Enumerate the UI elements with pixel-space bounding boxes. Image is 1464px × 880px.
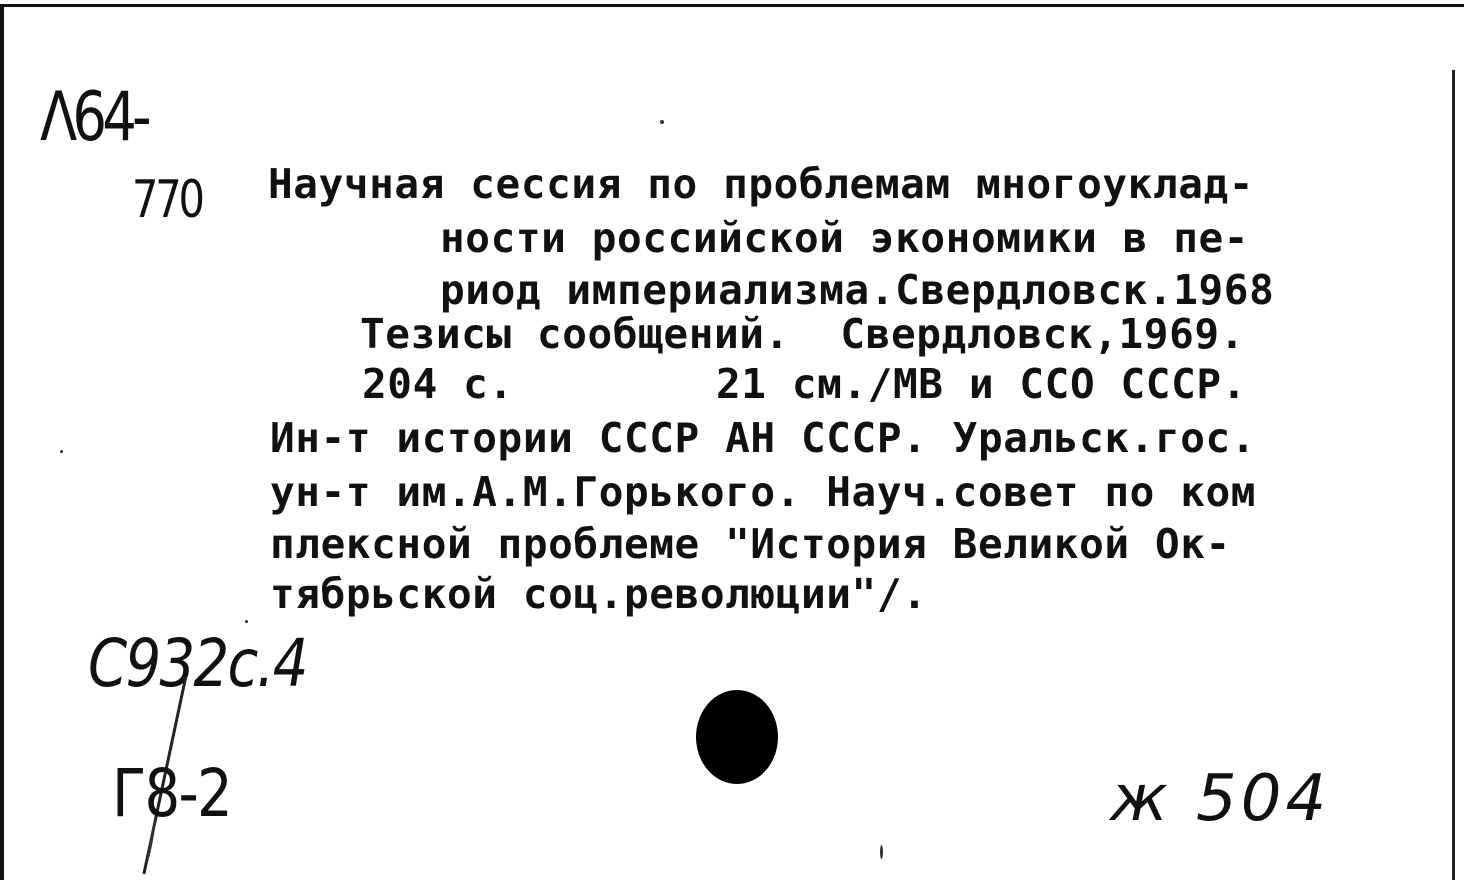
paper-speck	[880, 845, 883, 859]
paper-speck	[60, 450, 63, 453]
card-top-edge	[0, 4, 1464, 7]
card-left-edge	[0, 4, 4, 880]
entry-title-line-2: ности российской экономики в пе-	[440, 214, 1250, 262]
handwritten-classification-code: С932с.4	[88, 625, 307, 702]
handwritten-inventory-number: ж 504	[1110, 762, 1331, 836]
entry-title-line-1: Научная сессия по проблемам многоуклад-	[268, 160, 1255, 208]
handwritten-location-code: Г8-2	[112, 755, 232, 832]
entry-publisher-line-1: Ин-т истории СССР АН СССР. Уральск.гос.	[270, 414, 1257, 462]
entry-subtitle-line: Тезисы сообщений. Свердловск,1969.	[360, 310, 1245, 358]
shelf-mark-line-1: Λ64-	[40, 78, 147, 157]
shelf-mark-line-2: 770	[132, 170, 202, 230]
entry-publisher-line-4: тябрьской соц.революции"/.	[270, 570, 928, 618]
paper-speck	[660, 120, 664, 124]
entry-pages-size-line: 204 с. 21 см./МВ и ССО СССР.	[362, 360, 1247, 408]
entry-title-line-3: риод империализма.Свердловск.1968	[440, 266, 1275, 314]
card-punch-hole	[696, 690, 778, 784]
card-right-edge	[1452, 70, 1455, 880]
entry-publisher-line-3: плексной проблеме "История Великой Ок-	[270, 520, 1231, 568]
entry-publisher-line-2: ун-т им.А.М.Горького. Науч.совет по ком	[270, 468, 1257, 516]
paper-speck	[245, 620, 248, 623]
